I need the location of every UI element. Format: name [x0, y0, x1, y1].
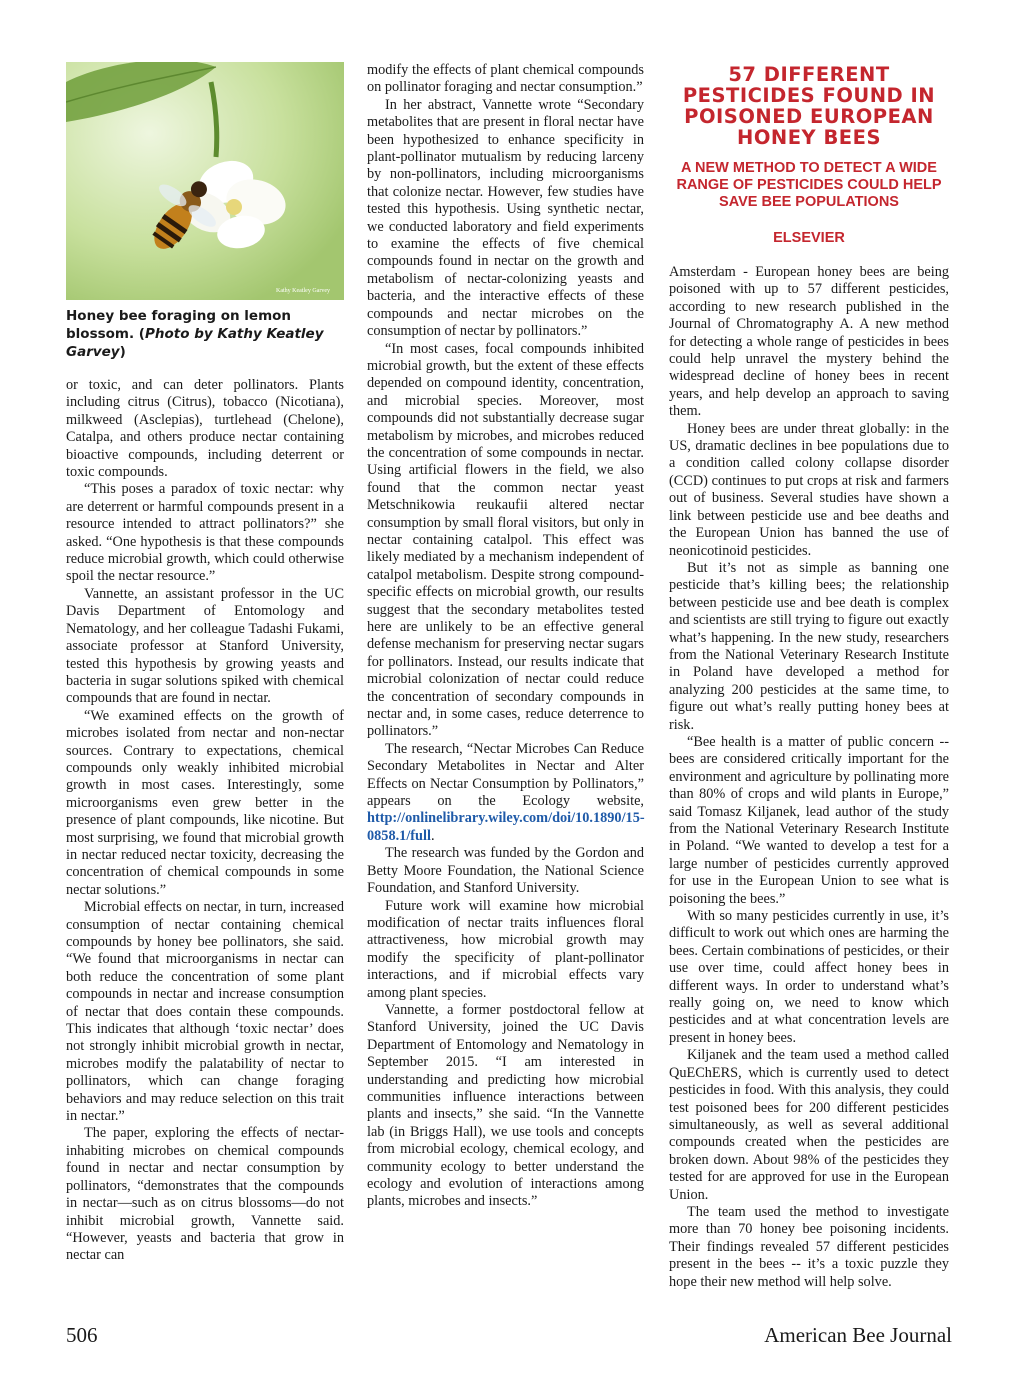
paragraph: “In most cases, focal compounds inhibited microbial growth, but the extent of these effects depended on compound identity, concentration, and microbial species. Moreover, most compounds did not substantially decrease sugar metabolism by microbes, and microbes reduced the concentration of some compounds in nectar. Using artificial flowers in the field, we also found that the common nectar yeast Metschnikowia reukaufii altered nectar consumption by small floral visitors, but only in nectar containing catalpol. This effect was likely mediated by a mechanism independent of catalpol metabolism. Despite strong compound-specific effects on microbial growth, our results suggest that the secondary metabolites tested here are unlikely to be an effective general defense mechanism for preserving nectar sugars for pollinators. Instead, our results indicate that microbial colonization of nectar could reduce the concentration of secondary compounds in nectar and, in some cases, reduce deterrence to pollinators.” — [367, 340, 644, 740]
paragraph-text: The research, “Nectar Microbes Can Reduce Secondary Metabolites in Nectar and Alter Effects on Nectar Consumption by Pollinators,” appears on the Ecology website, — [367, 740, 644, 810]
photo-credit: Kathy Keatley Garvey — [276, 288, 330, 294]
paragraph: “Bee health is a matter of public concern -- bees are considered critically important for the environment and agriculture by pollinating more than 80% of crops and wild plants in Europe,” said Tomasz Kiljanek, lead author of the study from the National Veterinary Research Institute in Poland. “We wanted to develop a test for a large number of pesticides currently approved for use in the European Union to see what is poisoning the bees.” — [669, 733, 949, 907]
sidebar-article — [669, 62, 949, 1291]
paragraph: The research was funded by the Gordon and Betty Moore Foundation, the National Science Foundation, and Stanford University. — [367, 845, 644, 897]
paragraph: modify the effects of plant chemical compounds on pollinator foraging and nectar consumption.” — [367, 62, 644, 96]
paragraph: Vannette, an assistant professor in the UC Davis Department of Entomology and Nematology, and her colleague Tadashi Fukami, associate professor at Stanford University, tested this hypothesis by growing yeasts and bacteria in sugar solutions spiked with chemical compounds that are found in nectar. — [66, 585, 344, 707]
paragraph: In her abstract, Vannette wrote “Secondary metabolites that are present in floral nectar have been hypothesized to enhance specificity in plant-pollinator mutualism by reducing larceny by non-pollinators, including microorganisms that colonize nectar. However, few studies have tested this hypothesis. Using synthetic nectar, we conducted laboratory and field experiments to examine the effects of five chemical compounds found in nectar on the growth and metabolism of nectar-colonizing yeasts and bacteria, and the interactive effects of these compounds and nectar microbes on the consumption of nectar by pollinators.” — [367, 96, 644, 340]
paragraph: Amsterdam - European honey bees are being poisoned with up to 57 different pesticides, according to new research published in the Journal of Chromatography A. A new method for detecting a whole range of pesticides in bees could help unravel the mystery behind the widespread decline of honey bees in recent years, and help develop an approach to saving them. — [669, 264, 949, 420]
paragraph: But it’s not as simple as banning one pesticide that’s killing bees; the relationship between pesticide use and bee death is complex and scientists are still trying to figure out exactly what’s happening. In the new study, researchers from the National Veterinary Research Institute in Poland have developed a method for analyzing 200 pesticides at the same time, to figure out what’s really putting honey bees at risk. — [669, 559, 949, 733]
paragraph: Honey bees are under threat globally: in the US, dramatic declines in bee populations due to a condition called colony collapse disorder (CCD) continues to put crops at risk and farmers out of business. Several studies have shown a link between pesticide use and bee deaths and the European Union has banned the use of neonicotinoid pesticides. — [669, 420, 949, 559]
paragraph: Future work will examine how microbial modification of nectar traits influences floral attractiveness, how microbial growth may modify the specificity of plant-pollinator interactions, and if microbial effects vary among plant species. — [367, 897, 644, 1001]
sidebar-source: ELSEVIER — [773, 230, 845, 246]
sidebar-title: 57 DIFFERENT PESTICIDES FOUND IN POISONED EUROPEAN HONEY BEES — [682, 63, 936, 149]
caption-end: ) — [119, 344, 126, 360]
sidebar-subtitle: A NEW METHOD TO DETECT A WIDE RANGE OF PESTICIDES COULD HELP SAVE BEE POPULATIONS — [676, 160, 942, 210]
caption-credit: Photo by Kathy Keatley Garvey — [66, 326, 324, 360]
photo-caption — [66, 307, 344, 361]
paragraph: or toxic, and can deter pollinators. Plants including citrus (Citrus), tobacco (Nicotiana), milkweed (Asclepias), turtlehead (Chelone), Catalpa, and others produce nectar containing bioactive compounds, including deterrent or toxic compounds. — [66, 377, 344, 481]
paragraph: “We examined effects on the growth of microbes isolated from nectar and non-nectar sources. Contrary to expectations, chemical compounds only weakly inhibited microbial growth in most cases. Interestingly, some microorganisms even grew better in the presence of plant compounds, like nicotine. But most surprising, we found that microbial growth in nectar reduced nectar toxicity, decreasing the concentration of chemical compounds in some nectar solutions.” — [66, 707, 344, 898]
paragraph: “This poses a paradox of toxic nectar: why are deterrent or harmful compounds present in a resource intended to attract pollinators?” she asked. “One hypothesis is that these compounds reduce microbial growth, which could otherwise spoil the nectar resource.” — [66, 481, 344, 585]
ecology-link[interactable]: http://onlinelibrary.wiley.com/doi/10.1890/15-0858.1/full — [367, 810, 645, 844]
paragraph: Kiljanek and the team used a method called QuEChERS, which is currently used to detect pesticides in food. With this analysis, they could test poisoned bees for 200 different pesticides simultaneously, as well as several additional compounds created when the pesticides are broken down. About 98% of the pesticides they tested for are approved for use in the European Union. — [669, 1047, 949, 1203]
paragraph: The team used the method to investigate more than 70 honey bee poisoning incidents. Their findings revealed 57 different pesticides present in the bees -- it’s a toxic puzzle they hope their new method will help solve. — [669, 1203, 949, 1290]
column-2 — [367, 62, 644, 1211]
paragraph: Microbial effects on nectar, in turn, increased consumption of nectar containing chemical compounds by honey bee pollinators, she said. “We found that microorganisms in nectar can both reduce the concentration of some plant compounds in nectar and increase consumption of nectar that does contain these compounds. This indicates that although ‘toxic nectar’ does not strongly inhibit microbial growth in nectar, microbes modify the palatability of nectar to pollinators, which can change foraging behaviors and may reduce selection on this trait in nectar.” — [66, 899, 344, 1125]
page-number: 506 — [66, 1323, 98, 1347]
journal-name: American Bee Journal — [764, 1323, 952, 1347]
link-end: . — [430, 827, 435, 844]
caption-text: Honey bee foraging on lemon blossom. ( — [66, 308, 292, 342]
bee-on-blossom-image — [66, 62, 344, 300]
paragraph: The paper, exploring the effects of nectar-inhabiting microbes on chemical compounds found in nectar and nectar consumption by pollinators, “demonstrates that the compounds in nectar—such as on citrus blossoms—do not inhibit microbial growth, Vannette said. “However, yeasts and bacteria that grow in nectar can — [66, 1125, 344, 1264]
bee-photo — [66, 62, 344, 300]
column-1 — [66, 62, 344, 1265]
paragraph-with-link — [367, 741, 644, 845]
paragraph: Vannette, a former postdoctoral fellow at Stanford University, joined the UC Davis Department of Entomology and Nematology in September 2015. “I am interested in understanding and predicting how microbial communities influence interactions between plants and insects,” she said. “In the Vannette lab (in Briggs Hall), we use tools and concepts from microbial ecology, chemical ecology, and community ecology to better understand the ecology and evolution of interactions among plants, microbes and insects.” — [367, 1001, 644, 1210]
paragraph: With so many pesticides currently in use, it’s difficult to work out which ones are harming the bees. Certain combinations of pesticides, or their use over time, could affect honey bees in different ways. In order to understand what’s really going on, we need to know which pesticides and at what concentration levels are present in honey bees. — [669, 908, 949, 1046]
